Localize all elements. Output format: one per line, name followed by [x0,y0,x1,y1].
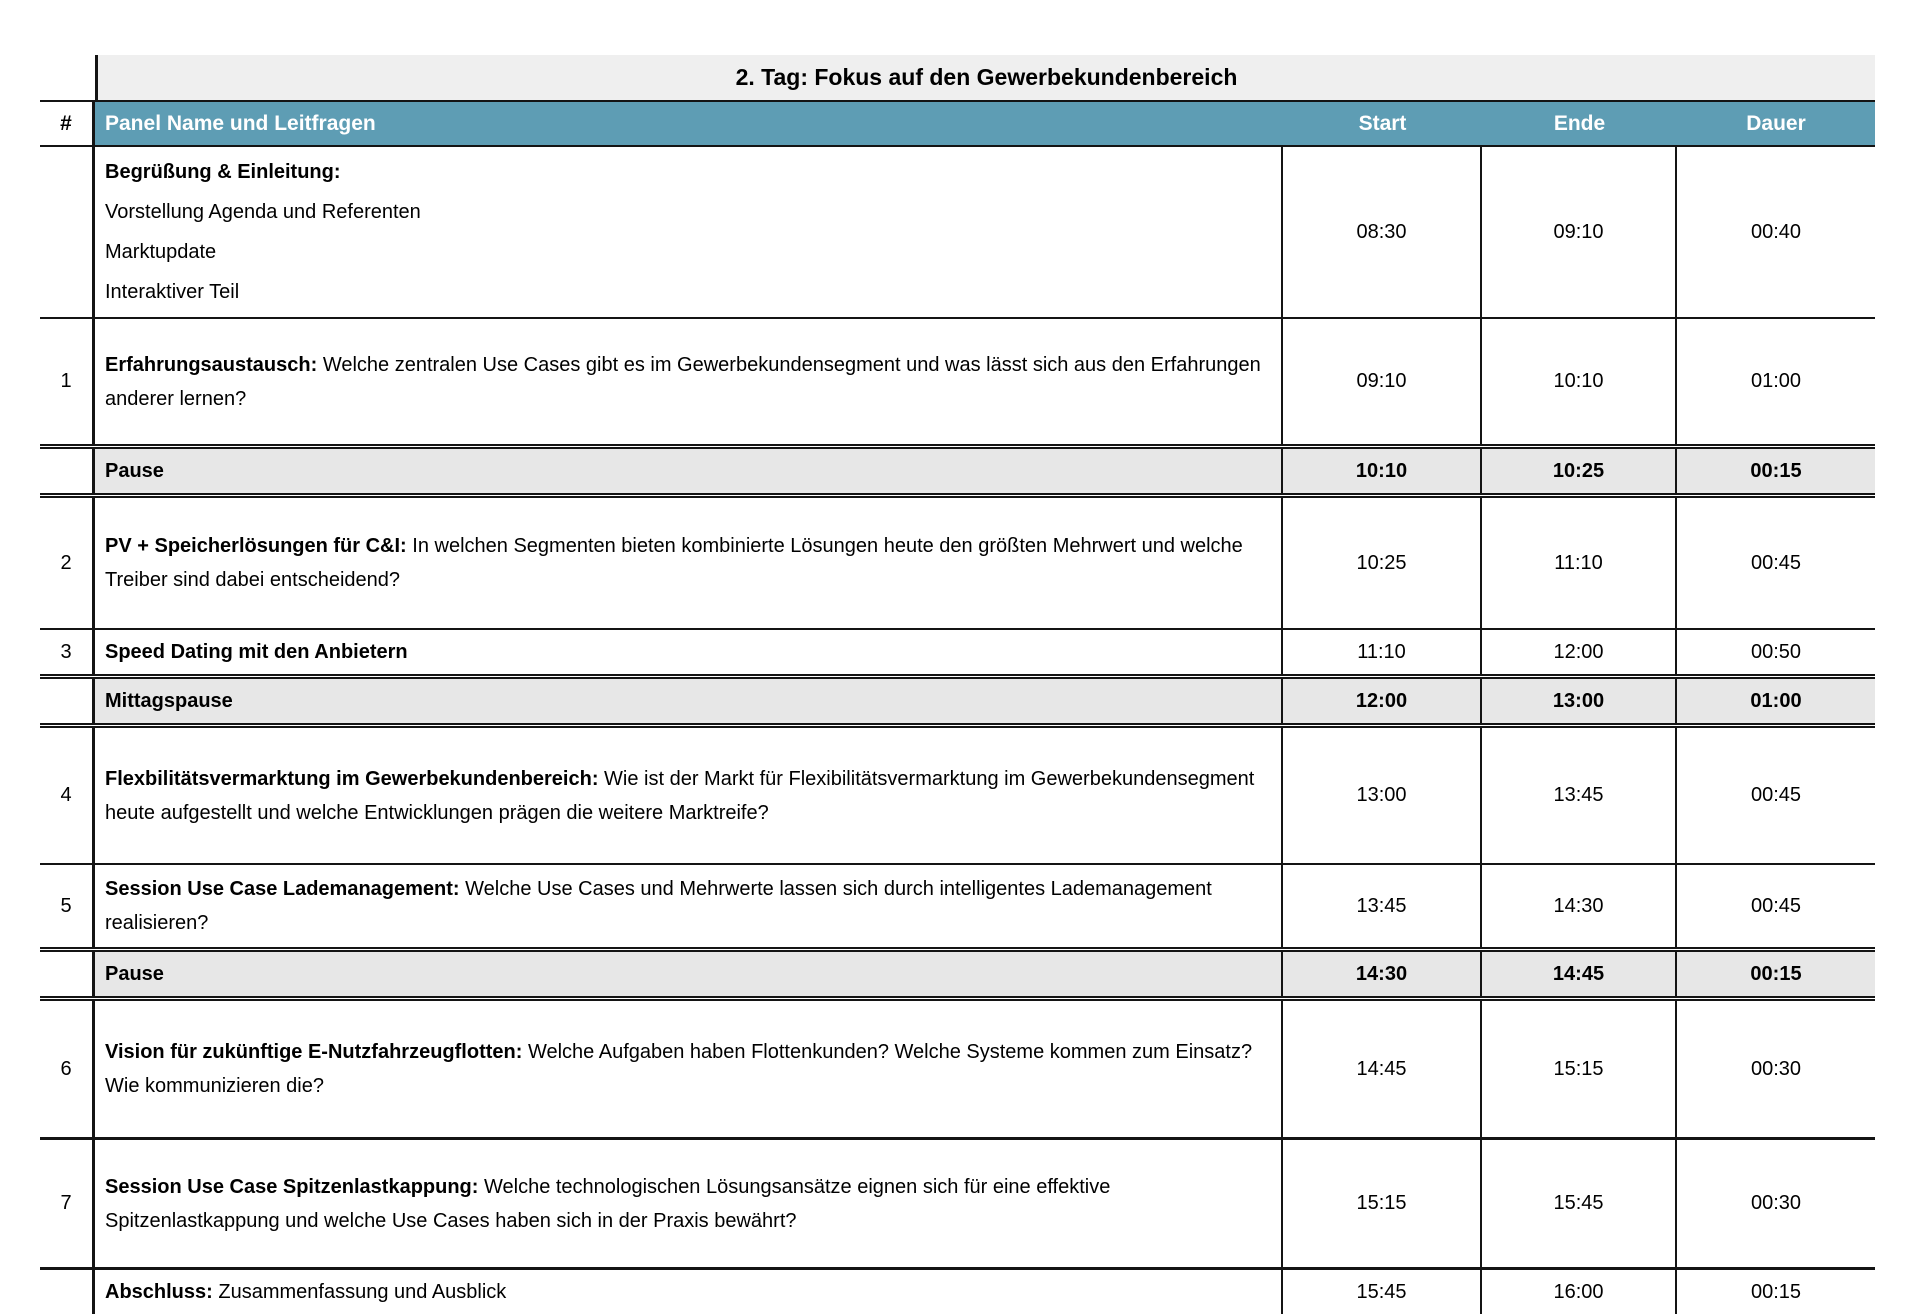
start-time-cell: 13:00 [1283,728,1482,863]
column-header-ende: Ende [1482,102,1677,145]
row-number-cell [40,449,95,493]
panel-text: Session Use Case Lademanagement: Welche Use Cases und Mehrwerte lassen sich durch intelligentes Lademanagement realisieren? [105,878,1212,934]
panel-text: Abschluss: Zusammenfassung und Ausblick [105,1281,507,1303]
end-time-cell: 14:30 [1482,865,1677,947]
panel-title: Session Use Case Spitzenlastkappung: [105,1175,479,1198]
column-header-panel: Panel Name und Leitfragen [95,102,1283,145]
start-time-cell: 08:30 [1283,147,1482,317]
start-time-cell: 12:00 [1283,679,1482,723]
panel-cell [95,952,1283,996]
panel-title: Abschluss: [105,1281,213,1303]
break-row [40,674,1875,728]
session-row [40,1137,1875,1267]
table-title-row [40,55,1875,100]
panel-title: Session Use Case Lademanagement: [105,878,460,900]
end-time-cell: 14:45 [1482,952,1677,996]
duration-cell: 01:00 [1677,679,1875,723]
end-time-cell: 15:15 [1482,1001,1677,1137]
panel-title: Pause [105,460,164,482]
panel-cell [95,319,1283,444]
panel-cell [95,449,1283,493]
panel-text [105,454,164,488]
row-number-cell [40,1270,95,1314]
row-number-cell: 3 [40,630,95,674]
row-number-cell [40,147,95,317]
session-row [40,1001,1875,1137]
row-number-cell [40,952,95,996]
end-time-cell: 16:00 [1482,1270,1677,1314]
end-time-cell: 09:10 [1482,147,1677,317]
panel-cell [95,498,1283,628]
duration-cell: 00:15 [1677,449,1875,493]
panel-text: PV + Speicherlösungen für C&I: In welchen Segmenten bieten kombinierte Lösungen heute den größten Mehrwert und welche Treiber sind dabei entscheidend? [105,535,1243,591]
panel-line: Interaktiver Teil [105,281,240,303]
duration-cell: 00:15 [1677,952,1875,996]
row-number-cell: 6 [40,1001,95,1137]
table-header-row [40,100,1875,147]
panel-text: Vision für zukünftige E-Nutzfahrzeugflotten: Welche Aufgaben haben Flottenkunden? Welche Systeme kommen zum Einsatz? Wie kommunizieren die? [105,1041,1253,1097]
row-number-cell: 7 [40,1140,95,1267]
end-time-cell: 10:10 [1482,319,1677,444]
column-header-dauer: Dauer [1677,102,1875,145]
session-row [40,628,1875,674]
panel-cell [95,728,1283,863]
panel-line: Marktupdate [105,241,217,263]
panel-cell [95,630,1283,674]
agenda-table [40,55,1875,1314]
panel-title: Begrüßung & Einleitung: [105,161,341,183]
panel-cell [95,679,1283,723]
row-number-cell: 1 [40,319,95,444]
duration-cell: 00:30 [1750,1192,1802,1214]
duration-cell: 00:45 [1750,894,1802,917]
panel-title: Mittagspause [105,690,233,712]
panel-cell [95,1270,1283,1314]
duration-cell: 00:15 [1750,1280,1802,1303]
end-time-cell: 10:25 [1482,449,1677,493]
panel-cell [95,1140,1283,1267]
panel-title: Flexbilitätsvermarktung im Gewerbekundenbereich: [105,767,599,790]
row-number-cell: 5 [40,865,95,947]
row-number-cell [40,679,95,723]
panel-line: Vorstellung Agenda und Referenten [105,201,421,223]
row-number-cell: 2 [40,498,95,628]
panel-cell [95,147,1283,317]
session-row [40,863,1875,947]
duration-cell: 00:50 [1750,640,1802,663]
panel-title: Speed Dating mit den Anbietern [105,641,408,663]
panel-text [105,957,164,991]
panel-text [105,635,408,669]
end-time-cell: 11:10 [1482,498,1677,628]
start-time-cell: 10:25 [1283,498,1482,628]
break-row [40,444,1875,498]
panel-text: Session Use Case Spitzenlastkappung: Welche technologischen Lösungsansätze eignen sich für eine effektive Spitzenlastkappung und welche Use Cases haben sich in der Praxis bewährt? [105,1175,1111,1232]
end-time-cell: 12:00 [1482,630,1677,674]
session-row [40,1267,1875,1314]
panel-cell [95,1001,1283,1137]
panel-cell [95,865,1283,947]
panel-title: Vision für zukünftige E-Nutzfahrzeugflotten: [105,1041,523,1063]
start-time-cell: 14:30 [1283,952,1482,996]
panel-title: PV + Speicherlösungen für C&I: [105,535,407,557]
session-row [40,728,1875,863]
duration-cell: 00:30 [1750,1057,1802,1080]
end-time-cell: 15:45 [1482,1140,1677,1267]
panel-title: Pause [105,963,164,985]
panel-title: Erfahrungsaustausch: [105,353,318,376]
duration-cell: 00:45 [1750,784,1802,806]
column-header-num: # [40,102,95,145]
start-time-cell: 11:10 [1283,630,1482,674]
table-body [40,147,1875,1314]
duration-cell: 00:45 [1750,551,1802,574]
row-number-cell: 4 [40,728,95,863]
start-time-cell: 10:10 [1283,449,1482,493]
start-time-cell: 09:10 [1283,319,1482,444]
break-row [40,947,1875,1001]
duration-cell: 01:00 [1750,370,1802,392]
start-time-cell: 15:45 [1283,1270,1482,1314]
duration-cell: 00:40 [1750,220,1802,243]
end-time-cell: 13:45 [1482,728,1677,863]
panel-text [105,684,233,718]
table-title: 2. Tag: Fokus auf den Gewerbekundenbereich [95,55,1875,100]
session-row [40,147,1875,317]
start-time-cell: 14:45 [1283,1001,1482,1137]
end-time-cell: 13:00 [1482,679,1677,723]
title-spacer [40,55,95,100]
session-row [40,317,1875,444]
column-header-start: Start [1283,102,1482,145]
session-row [40,498,1875,628]
start-time-cell: 13:45 [1283,865,1482,947]
start-time-cell: 15:15 [1283,1140,1482,1267]
panel-text: Erfahrungsaustausch: Welche zentralen Use Cases gibt es im Gewerbekundensegment und was lässt sich aus den Erfahrungen anderer lernen? [105,353,1261,410]
panel-text: Flexbilitätsvermarktung im Gewerbekundenbereich: Wie ist der Markt für Flexibilitätsvermarktung im Gewerbekundensegment heute aufgestellt und welche Entwicklungen prägen die weitere Marktreife? [105,767,1255,824]
